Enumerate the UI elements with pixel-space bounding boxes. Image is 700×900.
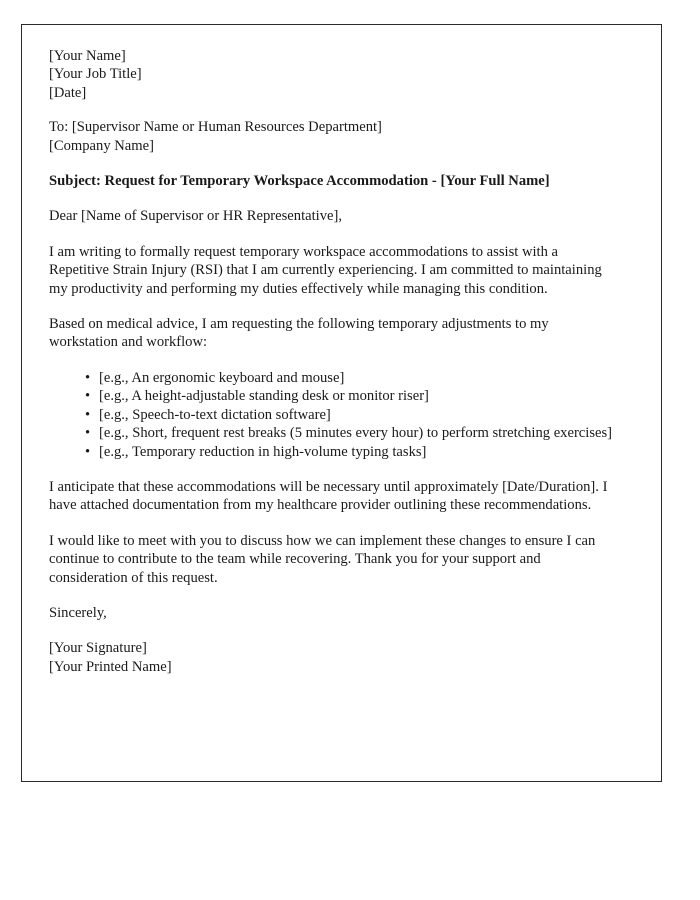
bullet-icon: • <box>85 388 91 405</box>
document-page-frame <box>21 24 662 782</box>
accommodation-request-list <box>49 369 613 461</box>
bullet-icon: • <box>85 443 91 460</box>
closing-paragraph-1: I anticipate that these accommodations will be necessary until approximately [Date/Duration]. I have attached documentation from my healthcare provider outlining these recommendations. <box>49 478 608 514</box>
letter-body <box>49 47 613 676</box>
recipient-address-block <box>49 118 613 155</box>
bullet-icon: • <box>85 406 91 423</box>
body-paragraph-1: I am writing to formally request temporary workspace accommodations to assist with a Repetitive Strain Injury (RSI) that I am currently experiencing. I am committed to maintaining my productivity and performing my duties effectively while managing this condition. <box>49 243 602 297</box>
signature-line: [Your Signature] <box>49 640 147 657</box>
body-paragraph-2: Based on medical advice, I am requesting the following temporary adjustments to my workstation and workflow: <box>49 316 549 351</box>
bullet-icon: • <box>85 425 91 442</box>
list-item <box>85 406 613 424</box>
list-item <box>85 387 613 405</box>
list-item-label: [e.g., Speech-to-text dictation software] <box>99 406 331 423</box>
salutation-line: Dear [Name of Supervisor or HR Representative], <box>49 208 342 225</box>
list-item <box>85 424 613 442</box>
signature-block <box>49 639 613 676</box>
closing-paragraph-2: I would like to meet with you to discuss how we can implement these changes to ensure I can continue to contribute to the team while recovering. Thank you for your support and consideration of this request. <box>49 532 596 586</box>
subject-line: Subject: Request for Temporary Workspace Accommodation - [Your Full Name] <box>49 173 550 190</box>
list-item <box>85 443 613 461</box>
list-item-label: [e.g., An ergonomic keyboard and mouse] <box>99 369 345 386</box>
recipient-company-line: [Company Name] <box>49 137 154 154</box>
list-item-label: [e.g., Short, frequent rest breaks (5 minutes every hour) to perform stretching exercises] <box>99 425 613 442</box>
sender-name-line: [Your Name] <box>49 48 126 64</box>
list-item-label: [e.g., Temporary reduction in high-volume typing tasks] <box>99 443 427 460</box>
printed-name-line: [Your Printed Name] <box>49 658 172 675</box>
sender-job-title-line: [Your Job Title] <box>49 66 142 83</box>
sender-date-line: [Date] <box>49 84 87 101</box>
recipient-to-line: To: [Supervisor Name or Human Resources Department] <box>49 119 382 136</box>
sender-address-block <box>49 47 613 102</box>
list-item-label: [e.g., A height-adjustable standing desk or monitor riser] <box>99 388 429 405</box>
bullet-icon: • <box>85 369 91 386</box>
list-item <box>85 369 613 387</box>
sign-off-line: Sincerely, <box>49 604 107 621</box>
